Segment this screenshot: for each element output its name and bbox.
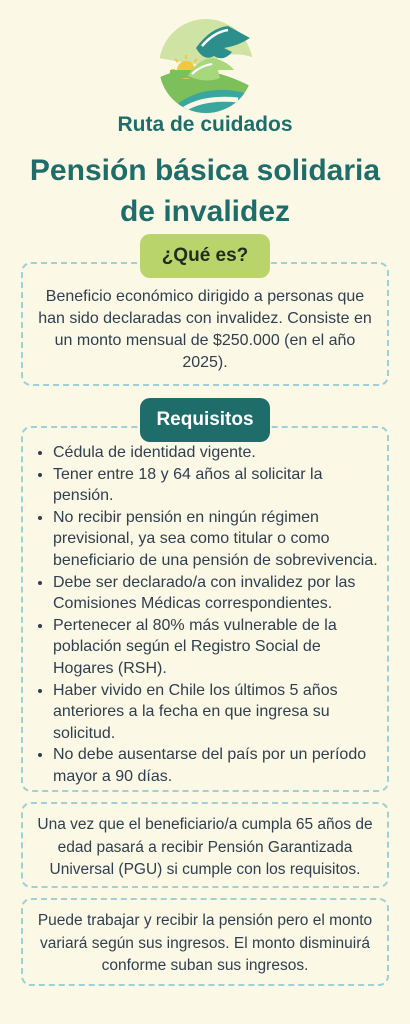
subtitle: Ruta de cuidados — [117, 113, 293, 136]
work-note-text: Puede trabajar y recibir la pensión pero el monto variará según sus ingresos. El monto disminuirá conforme suban sus ingresos. — [37, 912, 373, 974]
pgu-note-text: Una vez que el beneficiario/a cumpla 65 años de edad pasará a recibir Pensión Garantizada Universal (PGU) si cumple con los requisitos. — [37, 816, 373, 878]
que-es-label: ¿Qué es? — [140, 234, 270, 278]
logo-hands-sun-icon — [158, 18, 254, 114]
list-item: • No recibir pensión en ningún régimen previsional, ya sea como titular o como beneficiario de una pensión de sobrevivencia. — [53, 507, 379, 572]
requisitos-box — [21, 426, 389, 792]
list-item: • Cédula de identidad vigente. — [53, 442, 379, 464]
work-note-box — [21, 898, 389, 986]
list-item: • No debe ausentarse del país por un período mayor a 90 días. — [53, 744, 379, 787]
requisitos-label: Requisitos — [140, 398, 270, 442]
list-item: • Debe ser declarado/a con invalidez por las Comisiones Médicas correspondientes. — [53, 572, 379, 615]
list-item: • Haber vivido en Chile los últimos 5 años anteriores a la fecha en que ingresa su solicitud. — [53, 680, 379, 745]
que-es-box — [21, 262, 389, 386]
page-title: Pensión básica solidaria de invalidez — [29, 154, 381, 228]
requisitos-list — [31, 442, 379, 788]
pgu-note-box — [21, 802, 389, 888]
que-es-text: Beneficio económico dirigido a personas que han sido declaradas con invalidez. Consiste en un monto mensual de $250.000 (en el año 2025). — [38, 288, 372, 371]
list-item: • Pertenecer al 80% más vulnerable de la población según el Registro Social de Hogares (RSH). — [53, 615, 379, 680]
list-item: • Tener entre 18 y 64 años al solicitar la pensión. — [53, 464, 379, 507]
